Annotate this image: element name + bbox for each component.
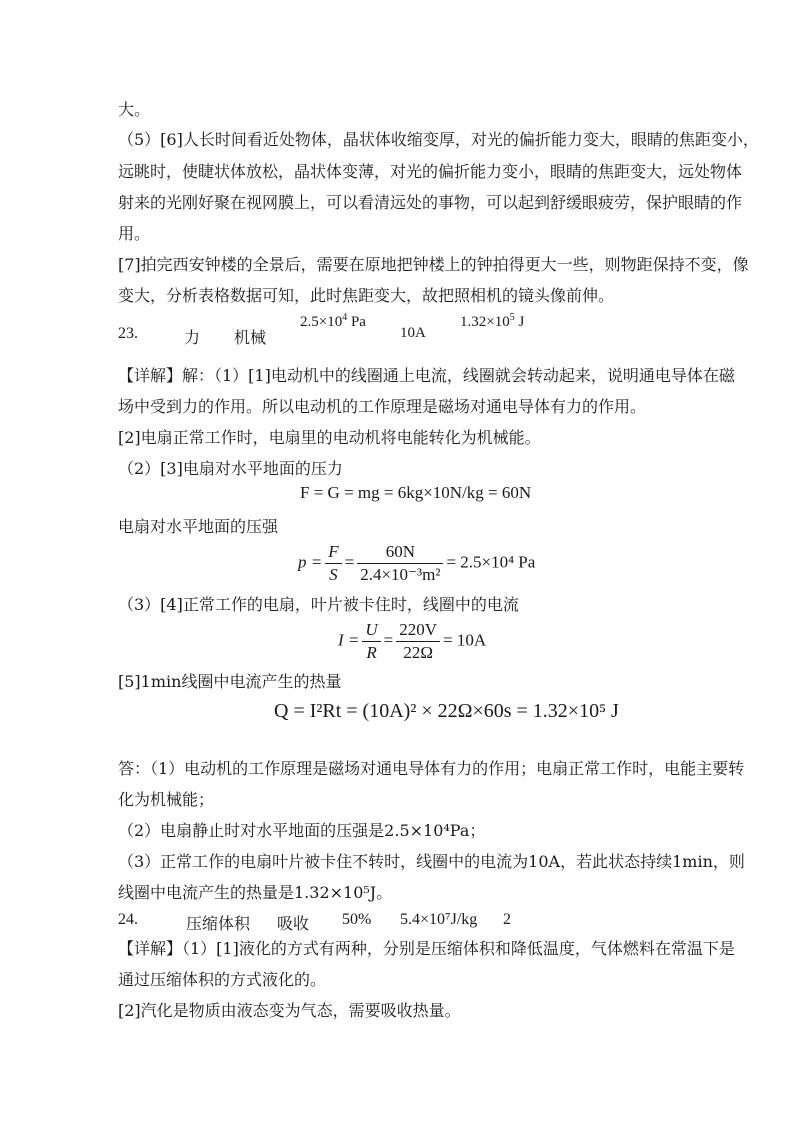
text-line: （3）正常工作的电扇叶片被卡住不转时，线圈中的电流为10A，若此状态持续1min，则	[118, 852, 745, 871]
question-number: 23.	[118, 325, 138, 342]
text-line: [5]1min线圈中电流产生的热量	[118, 672, 342, 691]
equation-force: F = G = mg = 6kg×10N/kg = 60N	[300, 483, 532, 502]
text-line: 线圈中电流产生的热量是1.32×10⁵J。	[118, 883, 393, 902]
answer-blank: 力	[184, 330, 201, 347]
text-line: 变大，分析表格数据可知，此时焦距变大，故把照相机的镜头像前伸。	[118, 286, 615, 305]
answer-blank: 压缩体积	[186, 916, 251, 933]
text-line: （2）电扇静止时对水平地面的压强是2.5×10⁴Pa；	[118, 821, 486, 840]
equation-pressure: p = $\frac{F}{S}$ = $\frac{60N}{\text{2.4×10⁻³m²}}$ = 2.5×10⁴ Pa	[298, 542, 536, 584]
text-line: [2]汽化是物质由液态变为气态，需要吸收热量。	[118, 1001, 461, 1020]
answer-blank: $1.32\times 10^5$ J	[460, 312, 525, 330]
answer-blank: 机械	[234, 330, 267, 347]
text-line: （3）[4]正常工作的电扇，叶片被卡住时，线圈中的电流	[118, 595, 519, 614]
answer-blank: 10A	[400, 325, 426, 341]
text-line: 射来的光刚好聚在视网膜上，可以看清远处的事物，可以起到舒缓眼疲劳，保护眼睛的作	[118, 193, 743, 212]
equation-heat: Q = I²Rt = (10A)² × 22Ω×60s = 1.32×10⁵ J	[274, 700, 619, 722]
answer-blank: 吸收	[277, 916, 310, 933]
text-line: 通过压缩体积的方式液化的。	[118, 970, 327, 989]
text-line: 电扇对水平地面的压强	[118, 517, 279, 536]
answer-blank: 50%	[342, 911, 372, 928]
text-line: [7]拍完西安钟楼的全景后，需要在原地把钟楼上的钟拍得更大一些，则物距保持不变，像	[118, 255, 749, 274]
equation-current: I = $\frac{U}{R}$ = $\frac{220V}{22\Omega}$ = 10A	[338, 620, 487, 662]
text-line: 大。	[118, 100, 151, 119]
text-line: 化为机械能；	[118, 790, 215, 809]
text-line: 【详解】（1）[1]液化的方式有两种，分别是压缩体积和降低温度，气体燃料在常温下是	[118, 939, 735, 958]
question-number: 24.	[118, 911, 138, 928]
text-line: 用。	[118, 224, 151, 243]
text-line: （2）[3]电扇对水平地面的压力	[118, 459, 343, 478]
answer-blank: $2.5\times 10^4$ Pa	[300, 312, 366, 330]
answer-blank: 2	[503, 911, 511, 928]
text-line: 【详解】解：（1）[1]电动机中的线圈通上电流，线圈就会转动起来，说明通电导体在磁	[118, 366, 735, 385]
answer-blank: 5.4×10⁷J/kg	[400, 911, 478, 928]
text-line: 场中受到力的作用。所以电动机的工作原理是磁场对通电导体有力的作用。	[118, 397, 647, 416]
text-line: [2]电扇正常工作时，电扇里的电动机将电能转化为机械能。	[118, 428, 541, 447]
text-line: 答：（1）电动机的工作原理是磁场对通电导体有力的作用；电扇正常工作时，电能主要转	[118, 759, 745, 778]
text-line: 远眺时，使睫状体放松，晶状体变薄，对光的偏折能力变小，眼睛的焦距变大，远处物体	[118, 162, 743, 181]
text-line: （5）[6]人长时间看近处物体，晶状体收缩变厚，对光的偏折能力变大，眼睛的焦距变小，	[118, 130, 759, 149]
